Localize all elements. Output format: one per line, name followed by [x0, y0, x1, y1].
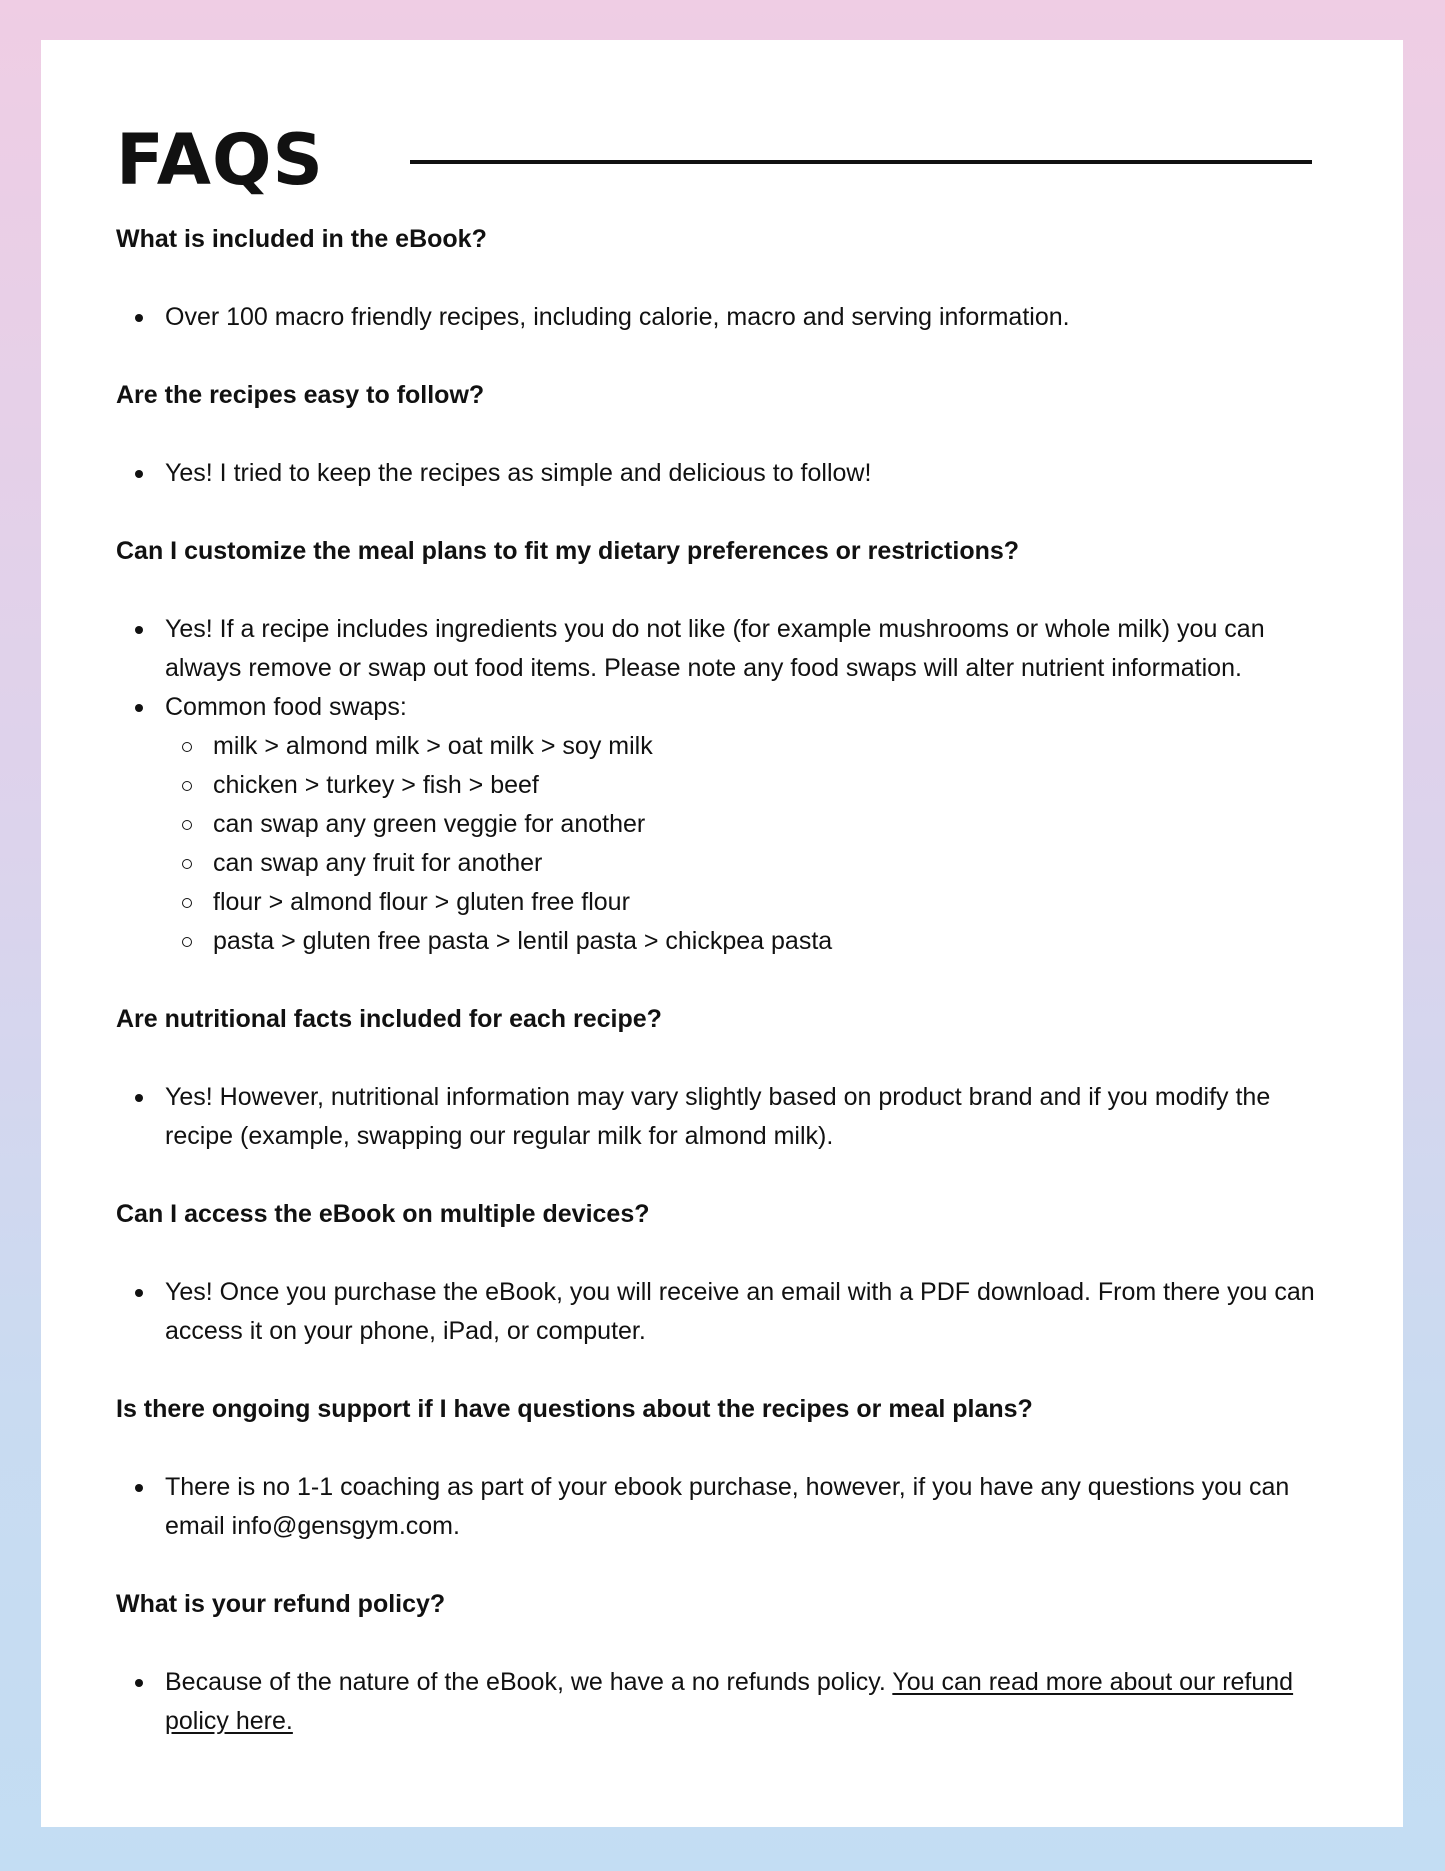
faq-item-support [116, 1390, 1327, 1546]
faq-answer-list [116, 610, 1327, 961]
faq-answer-swaps [116, 688, 1327, 961]
faq-page [41, 40, 1403, 1827]
swaps-heading: Common food swaps: [165, 693, 407, 721]
faq-question: Can I access the eBook on multiple devices? [116, 1200, 650, 1228]
page-title: FAQS [116, 119, 324, 201]
faq-question: Are the recipes easy to follow? [116, 381, 485, 409]
faq-answer-list [116, 1078, 1327, 1156]
refund-policy-link[interactable]: You can read more about our refund policy here. [165, 1668, 1294, 1735]
refund-answer-text: Because of the nature of the eBook, we have a no refunds policy. [165, 1668, 893, 1696]
food-swap-item: can swap any green veggie for another [165, 805, 1327, 844]
food-swap-item: milk > almond milk > oat milk > soy milk [165, 727, 1327, 766]
faq-answer: Yes! However, nutritional information may vary slightly based on product brand and if you modify the recipe (example, swapping our regular milk for almond milk). [116, 1078, 1327, 1156]
food-swap-item: pasta > gluten free pasta > lentil pasta > chickpea pasta [165, 922, 1327, 961]
food-swap-item: flour > almond flour > gluten free flour [165, 883, 1327, 922]
faq-answer-list [116, 454, 1327, 493]
faq-answer-list [116, 1468, 1327, 1546]
faq-answer-list [116, 1273, 1327, 1351]
faq-item-refund [116, 1585, 1327, 1741]
faq-item-easy-to-follow [116, 376, 1327, 493]
faq-item-nutrition [116, 1000, 1327, 1156]
title-divider [410, 160, 1312, 164]
faq-item-included [116, 220, 1327, 337]
food-swap-item: chicken > turkey > fish > beef [165, 766, 1327, 805]
faq-answer: Yes! Once you purchase the eBook, you will receive an email with a PDF download. From there you can access it on your phone, iPad, or computer. [116, 1273, 1327, 1351]
faq-answer: There is no 1-1 coaching as part of your ebook purchase, however, if you have any questions you can email info@gensgym.com. [116, 1468, 1327, 1546]
title-row [116, 110, 1327, 210]
faq-answer: Yes! If a recipe includes ingredients you do not like (for example mushrooms or whole milk) you can always remove or swap out food items. Please note any food swaps will alter nutrient information. [116, 610, 1327, 688]
faq-answer [116, 1663, 1327, 1741]
faq-answer-list [116, 298, 1327, 337]
food-swap-item: can swap any fruit for another [165, 844, 1327, 883]
faq-answer: Yes! I tried to keep the recipes as simple and delicious to follow! [116, 454, 1327, 493]
food-swaps-list [165, 727, 1327, 961]
faq-question: Is there ongoing support if I have questions about the recipes or meal plans? [116, 1395, 1033, 1423]
faq-answer-list [116, 1663, 1327, 1741]
faq-item-devices [116, 1195, 1327, 1351]
faq-question: Are nutritional facts included for each recipe? [116, 1005, 662, 1033]
faq-question: What is your refund policy? [116, 1590, 446, 1618]
faq-question: Can I customize the meal plans to fit my dietary preferences or restrictions? [116, 537, 1020, 565]
faq-question: What is included in the eBook? [116, 225, 487, 253]
faq-answer: Over 100 macro friendly recipes, including calorie, macro and serving information. [116, 298, 1327, 337]
faq-item-customize [116, 532, 1327, 961]
